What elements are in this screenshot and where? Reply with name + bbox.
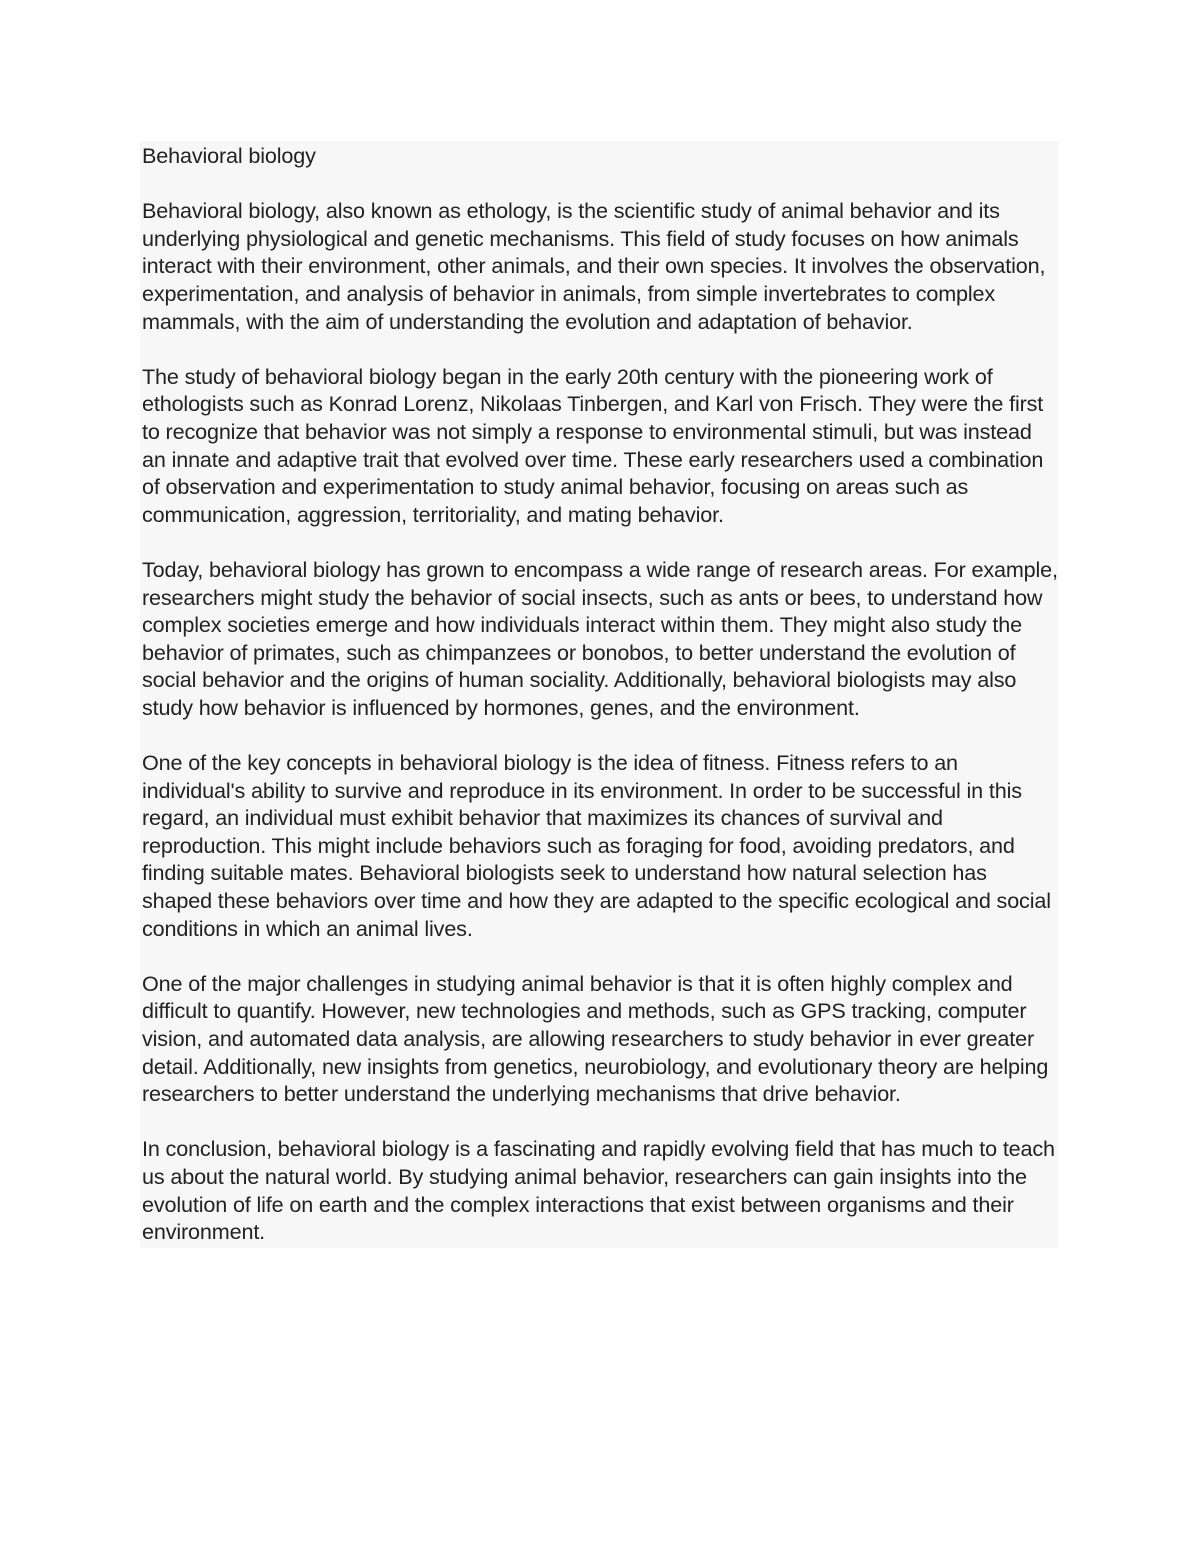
document-body <box>140 141 1058 1248</box>
paragraph-intro: Behavioral biology, also known as ethology, is the scientific study of animal behavior and its underlying physiological and genetic mechanisms. This field of study focuses on how animals interact with their environment, other animals, and their own species. It involves the observation, experimentation, and analysis of behavior in animals, from simple invertebrates to complex mammals, with the aim of understanding the evolution and adaptation of behavior. <box>142 198 1046 334</box>
paragraph-fitness: One of the key concepts in behavioral biology is the idea of fitness. Fitness refers to an individual's ability to survive and reproduce in its environment. In order to be successful in this regard, an individual must exhibit behavior that maximizes its chances of survival and reproduction. This might include behaviors such as foraging for food, avoiding predators, and finding suitable mates. Behavioral biologists seek to understand how natural selection has shaped these behaviors over time and how they are adapted to the specific ecological and social conditions in which an animal lives. <box>142 750 1051 941</box>
document-title: Behavioral biology <box>142 143 316 168</box>
paragraph-challenges: One of the major challenges in studying animal behavior is that it is often highly complex and difficult to quantify. However, new technologies and methods, such as GPS tracking, computer vision, and automated data analysis, are allowing researchers to study behavior in ever greater detail. Additionally, new insights from genetics, neurobiology, and evolutionary theory are helping researchers to better understand the underlying mechanisms that drive behavior. <box>142 970 1049 1107</box>
paragraph-conclusion: In conclusion, behavioral biology is a fascinating and rapidly evolving field that has much to teach us about the natural world. By studying animal behavior, researchers can gain insights into the evolution of life on earth and the complex interactions that exist between organisms and their environment. <box>142 1136 1055 1245</box>
paragraph-today: Today, behavioral biology has grown to encompass a wide range of research areas. For example, researchers might study the behavior of social insects, such as ants or bees, to understand how complex societies emerge and how individuals interact within them. They might also study the behavior of primates, such as chimpanzees or bonobos, to better understand the evolution of social behavior and the origins of human sociality. Additionally, behavioral biologists may also study how behavior is influenced by hormones, genes, and the environment. <box>142 556 1058 720</box>
paragraph-history: The study of behavioral biology began in the early 20th century with the pioneering work of ethologists such as Konrad Lorenz, Nikolaas Tinbergen, and Karl von Frisch. They were the first to recognize that behavior was not simply a response to environmental stimuli, but was instead an innate and adaptive trait that evolved over time. These early researchers used a combination of observation and experimentation to study animal behavior, focusing on areas such as communication, aggression, territoriality, and mating behavior. <box>142 363 1044 527</box>
